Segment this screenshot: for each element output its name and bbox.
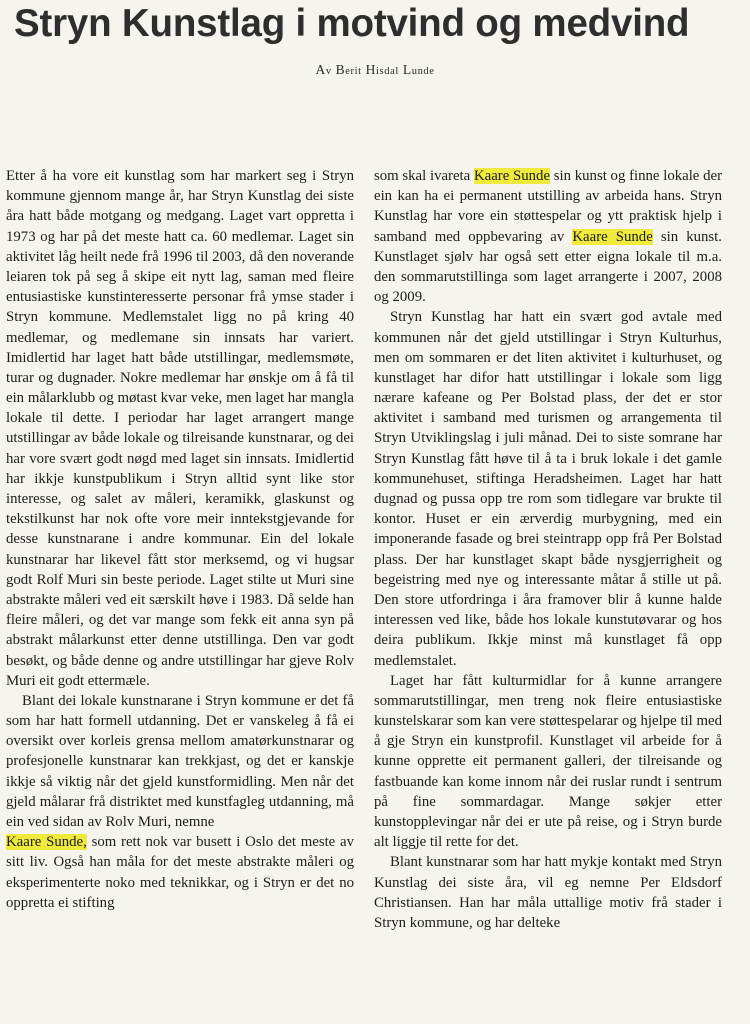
left-column	[6, 166, 354, 913]
article-title: Stryn Kunstlag i motvind og medvind	[14, 2, 690, 45]
paragraph: Blant dei lokale kunstnarane i Stryn kommune er det få som har hatt formell utdanning. Det er vanskeleg å få ei oversikt over korleis grensa mellom amatørkunstnarar og profesjonelle kunstnarar kan trekkjast, og det er kanskje ikkje så viktig når det gjeld kunstformidling. Men når det gjeld målarar frå distriktet med kunstfagleg utdanning, må ein ved sidan av Rolv Muri, nemne Kaare Sunde, som rett nok var busett i Oslo det meste av sitt liv. Også han måla for det meste abstrakte måleri og eksperimenterte noko med teknikkar, og i Stryn er det no oppretta ei stifting	[6, 692, 354, 911]
paragraph: som skal ivareta Kaare Sunde sin kunst og finne lokale der ein kan ha ei permanent utstilling av arbeida hans. Stryn Kunstlag har vore ein støttespelar og ytt praktisk hjelp i samband med oppbevaring av Kaare Sunde sin kunst. Kunstlaget sjølv har også sett etter eigna lokale til m.a. den sommarutstillinga som laget arrangerte i 2007, 2008 og 2009.	[374, 168, 722, 306]
paragraph: Laget har fått kulturmidlar for å kunne arrangere sommarutstillingar, men treng nok fleire entusiastiske kunstelskarar som kan vere støttespelarar og hjelpe til med å gje Stryn ein kunstprofil. Kunstlaget vil arbeide for å kunne opprette eit permanent galleri, der tilreisande og fastbuande kan kome innom når dei ruslar rundt i sentrum på fine sommardagar. Mange søkjer etter kunstopplevingar når dei er ute på reise, og i Stryn burde alt liggje til rette for det.	[374, 672, 722, 851]
paragraph: Blant kunstnarar som har hatt mykje kontakt med Stryn Kunstlag dei siste åra, vil eg nemne Per Eldsdorf Christiansen. Han har måla uttallige motiv frå stader i Stryn kommune, og har delteke	[374, 854, 722, 931]
highlighted-name: Kaare Sunde	[473, 168, 551, 184]
paragraph: Etter å ha vore eit kunstlag som har markert seg i Stryn kommune gjennom mange år, har Stryn Kunstlag dei siste åra hatt både motgang og medgang. Laget vart oppretta i 1973 og har på det meste hatt ca. 60 medlemar. Laget sin aktivitet låg heilt nede frå 1996 til 2003, då den noverande leiaren tok på seg å skipe eit nytt lag, saman med fleire entusiastiske kunstinteresserte personar frå ymse stader i Stryn kommune. Medlemstalet ligg no på kring 40 medlemar, og medlemane sin innsats har variert. Imidlertid har laget hatt både utstillingar, medlemsmøte, turar og dugnader. Nokre medlemar har ønskje om å få til ein målarklubb og møtast kvar veke, men laget har mangla lokale til dette. I periodar har laget arrangert mange utstillingar av både lokale og tilreisande kunstnarar, og dei har vore svært godt nøgd med laget sin innsats. Imidlertid har ikkje kunstpublikum i Stryn alltid synt like stor interesse, og salet av måleri, keramikk, glaskunst og tekstilkunst har nok ofte vore meir inntekstgjevande for desse kunstnarane i andre kommunar. Ein del lokale kunstnarar har likevel fått stor merksemd, og vi hugsar godt Rolf Muri sin beste periode. Laget stilte ut Muri sine abstrakte måleri ved eit særskilt høve i 1983. Då selde han fleire måleri, og det var mange som fekk eit anna syn på abstrakt målarkunst etter denne utstillinga. Den var godt besøkt, og både denne og andre utstillingar har gjeve Rolv Muri eit godt ettermæle.	[6, 168, 354, 689]
right-column	[374, 166, 722, 933]
highlighted-name: Kaare Sunde	[572, 228, 653, 245]
byline: Av Berit Hisdal Lunde	[315, 62, 435, 77]
paragraph: Stryn Kunstlag har hatt ein svært god avtale med kommunen når det gjeld utstillingar i Stryn Kulturhus, men om sommaren er det liten aktivitet i kulturhuset, og kunstlaget har difor hatt utstillingar i lokale som ligg nærare kafeane og Per Bolstad plass, der det er stor aktivitet i samband med turismen og arrangementa til Stryn Utviklingslag i juli månad. Dei to siste somrane har Stryn Kunstlag fått høve til å ta i bruk lokale i det gamle kommunehuset, stiftinga Heradsheimen. Laget har hatt dugnad og pussa opp tre rom som tidlegare var brukte til kontor. Huset er ein ærverdig murbygning, med ein imponerande fasade og brei steintrapp opp frå Per Bolstad plass. Der har kunstlaget skapt både nysgjerrigheit og begeistring med nye og interessante måtar å stille ut på. Den store utfordringa i åra framover blir å kunne halde interessen ved like, både hos lokale kunstutøvarar og hos deira publikum. Ikkje minst må kunstlaget få opp medlemstalet.	[374, 309, 722, 669]
highlighted-name: Kaare Sunde,	[6, 834, 87, 851]
